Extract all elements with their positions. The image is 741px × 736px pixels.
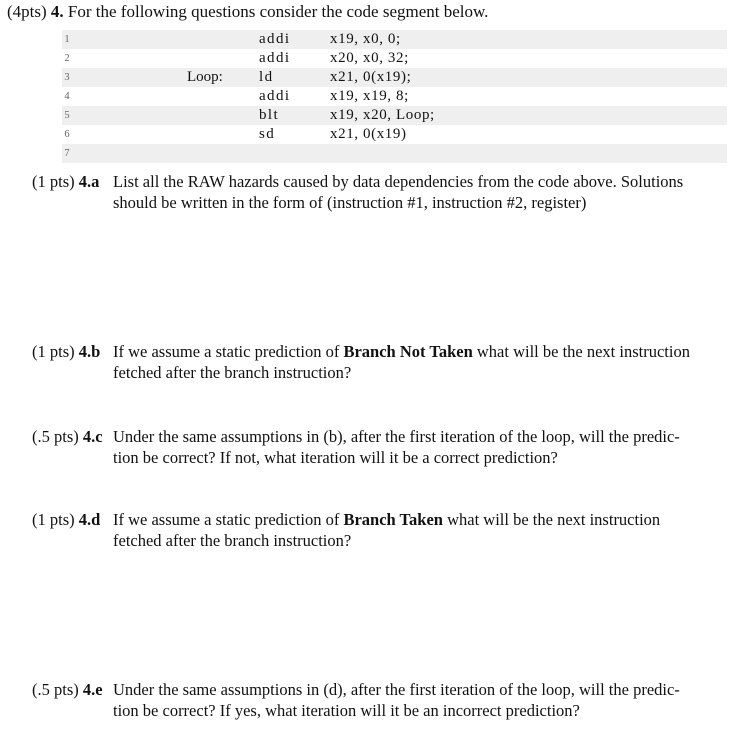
- code-line-7: [62, 144, 727, 163]
- question-body: If we assume a static prediction of Branch Taken what will be the next instruction fetched after the branch instruction?: [113, 510, 661, 550]
- line-number: 7: [64, 148, 70, 159]
- question-number: 4.: [50, 2, 64, 21]
- code-op: blt: [259, 107, 280, 123]
- line-number: 5: [64, 110, 70, 121]
- code-args: x21, 0(x19);: [330, 69, 412, 85]
- line-number: 3: [64, 72, 70, 83]
- code-op: addi: [259, 31, 291, 47]
- code-args: x21, 0(x19): [330, 126, 407, 142]
- code-args: x20, x0, 32;: [330, 50, 409, 66]
- line-number: 6: [64, 129, 70, 140]
- question-heading: (.5 pts) 4.e: [32, 680, 103, 699]
- code-args: x19, x0, 0;: [330, 31, 401, 47]
- code-args: x19, x20, Loop;: [330, 107, 435, 123]
- question-title: [7, 2, 488, 22]
- question-heading: (1 pts) 4.d: [32, 510, 101, 529]
- question-body: List all the RAW hazards caused by data dependencies from the code above. Solutions should be written in the form of (instruction #1, instruction #2, register): [113, 172, 684, 212]
- question-body: Under the same assumptions in (b), after the first iteration of the loop, will the predic- tion be correct? If not, what iteration will it be a correct prediction?: [113, 427, 680, 467]
- code-label: Loop:: [187, 69, 223, 85]
- code-op: addi: [259, 50, 291, 66]
- question-heading: (.5 pts) 4.c: [32, 427, 103, 446]
- question-points: (4pts): [7, 2, 47, 21]
- code-line-6: [62, 125, 727, 144]
- line-number: 4: [64, 91, 70, 102]
- line-number: 2: [64, 53, 70, 64]
- question-heading: (1 pts) 4.b: [32, 342, 101, 361]
- code-line-4: [62, 87, 727, 106]
- question-text: For the following questions consider the code segment below.: [67, 2, 489, 21]
- line-number: 1: [64, 34, 70, 45]
- code-line-5: [62, 106, 727, 125]
- code-op: addi: [259, 88, 291, 104]
- emphasis: Branch Not Taken: [343, 342, 473, 361]
- code-line-2: [62, 49, 727, 68]
- code-op: sd: [259, 126, 276, 142]
- code-args: x19, x19, 8;: [330, 88, 409, 104]
- code-op: ld: [259, 69, 274, 85]
- question-body: Under the same assumptions in (d), after the first iteration of the loop, will the predic- tion be correct? If yes, what iteration will it be an incorrect prediction?: [113, 680, 680, 720]
- emphasis: Branch Taken: [343, 510, 443, 529]
- question-body: If we assume a static prediction of Branch Not Taken what will be the next instruction fetched after the branch instruction?: [113, 342, 690, 382]
- question-heading: (1 pts) 4.a: [32, 172, 100, 191]
- code-line-3: [62, 68, 727, 87]
- code-line-1: [62, 30, 727, 49]
